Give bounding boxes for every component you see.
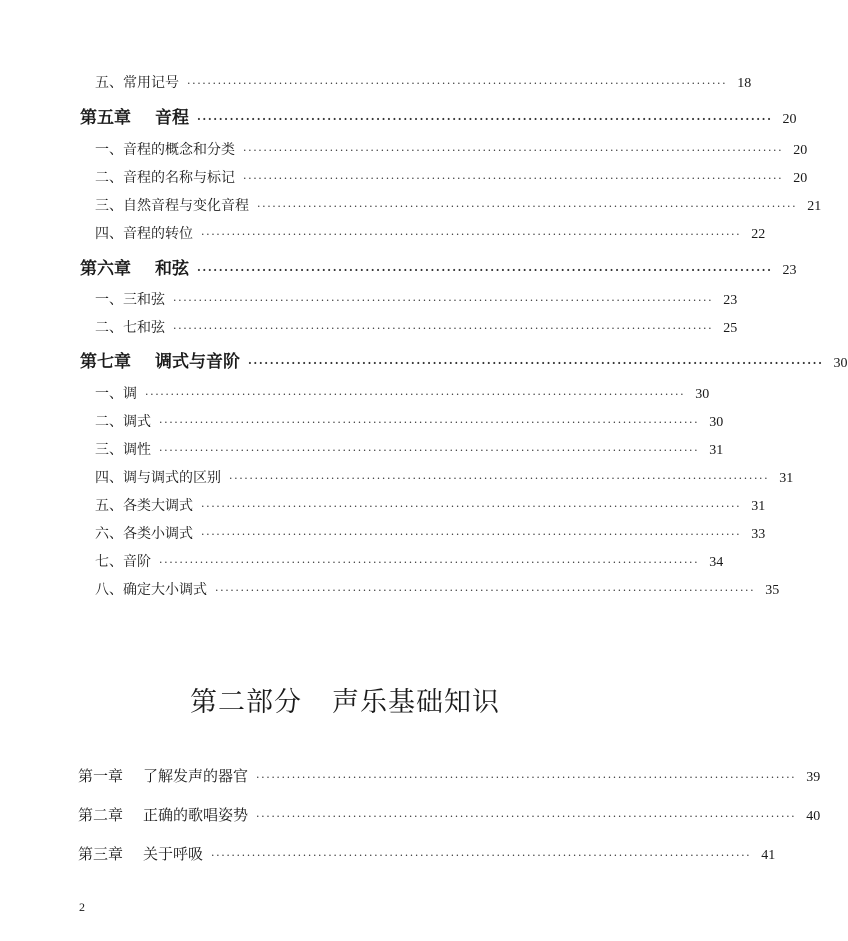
toc-entry [95,289,738,309]
toc-entry [95,223,766,243]
toc-page-number: 21 [807,199,822,214]
toc-entry [95,72,752,92]
toc-entry [95,139,808,159]
dot-leader: ·········································································································· [197,113,773,126]
toc-page-number: 20 [793,143,808,158]
part-name: 声乐基础知识 [332,687,500,718]
toc-chapter [80,103,797,128]
toc-entry [95,317,738,337]
dot-leader: ·········································································································· [256,771,797,784]
toc-entry-label: 八、确定大小调式 [95,582,207,598]
toc-chapter [80,254,797,279]
dot-leader: ·········································································································· [201,528,742,541]
toc-page-number: 23 [782,263,797,278]
dot-leader: ·········································································································· [243,172,784,185]
toc-entry [95,383,710,403]
toc-entry-label: 六、各类小调式 [95,526,193,542]
toc-entry [95,439,724,459]
toc-entry-label: 二、七和弦 [95,320,165,336]
toc-entry-label: 二、音程的名称与标记 [95,170,235,186]
chapter-title: 关于呼吸 [143,845,204,863]
part-heading [0,680,690,719]
dot-leader: ·········································································································· [187,77,728,90]
toc-entry [95,411,724,431]
chapter-number: 第六章 [80,259,131,279]
chapter-title: 调式与音阶 [155,352,240,372]
toc-entry-label: 一、调 [95,386,137,402]
toc-chapter [78,843,776,864]
toc-entry-label: 三、自然音程与变化音程 [95,198,249,214]
dot-leader: ·········································································································· [145,388,686,401]
toc-page-number: 18 [737,76,752,91]
chapter-number: 第五章 [80,108,131,128]
dot-leader: ·········································································································· [197,264,773,277]
toc-entry [95,467,794,487]
toc-page-number: 30 [709,415,724,430]
toc-page-number: 34 [709,555,724,570]
toc-page-number: 31 [779,471,794,486]
toc-entry-label: 一、三和弦 [95,292,165,308]
toc-page-number: 31 [751,499,766,514]
chapter-title: 和弦 [155,259,189,279]
chapter-number: 第一章 [78,767,124,785]
toc-page-number: 22 [751,227,766,242]
dot-leader: ·········································································································· [215,584,756,597]
dot-leader: ·········································································································· [159,416,700,429]
dot-leader: ·········································································································· [257,200,798,213]
chapter-number: 第三章 [78,845,124,863]
toc-page-number: 39 [806,770,821,785]
toc-entry [95,579,780,599]
toc-entry-label: 五、各类大调式 [95,498,193,514]
dot-leader: ·········································································································· [248,357,824,370]
chapter-title: 音程 [155,108,189,128]
toc-chapter [78,765,821,786]
dot-leader: ·········································································································· [159,556,700,569]
toc-entry [95,195,822,215]
toc-entry-label: 二、调式 [95,414,151,430]
part-label: 第二部分 [190,687,302,718]
dot-leader: ·········································································································· [159,444,700,457]
toc-entry-label: 三、调性 [95,442,151,458]
toc-page-number: 35 [765,583,780,598]
toc-entry-label: 四、调与调式的区别 [95,470,221,486]
chapter-title: 正确的歌唱姿势 [143,806,249,824]
dot-leader: ·········································································································· [256,810,797,823]
toc-entry-label: 四、音程的转位 [95,226,193,242]
dot-leader: ·········································································································· [201,228,742,241]
toc-entry-label: 五、常用记号 [95,75,179,91]
dot-leader: ·········································································································· [173,294,714,307]
toc-chapter [80,347,848,372]
toc-entry-label: 一、音程的概念和分类 [95,142,235,158]
dot-leader: ·········································································································· [201,500,742,513]
dot-leader: ·········································································································· [243,144,784,157]
toc-chapter [78,804,821,825]
chapter-number: 第二章 [78,806,124,824]
toc-page-number: 41 [761,848,776,863]
chapter-title: 了解发声的器官 [143,767,249,785]
toc-entry [95,167,808,187]
dot-leader: ·········································································································· [211,849,752,862]
dot-leader: ·········································································································· [229,472,770,485]
toc-page-number: 20 [782,112,797,127]
dot-leader: ·········································································································· [173,322,714,335]
toc-page-number: 30 [695,387,710,402]
toc-page-number: 33 [751,527,766,542]
toc-page-number: 25 [723,321,738,336]
toc-page-number: 23 [723,293,738,308]
toc-page-number: 40 [806,809,821,824]
toc-page-number: 30 [833,356,848,371]
page-folio: 2 [79,900,85,914]
toc-entry [95,523,766,543]
toc-page-number: 20 [793,171,808,186]
chapter-number: 第七章 [80,352,131,372]
toc-entry [95,551,724,571]
toc-entry [95,495,766,515]
toc-page-number: 31 [709,443,724,458]
toc-entry-label: 七、音阶 [95,554,151,570]
